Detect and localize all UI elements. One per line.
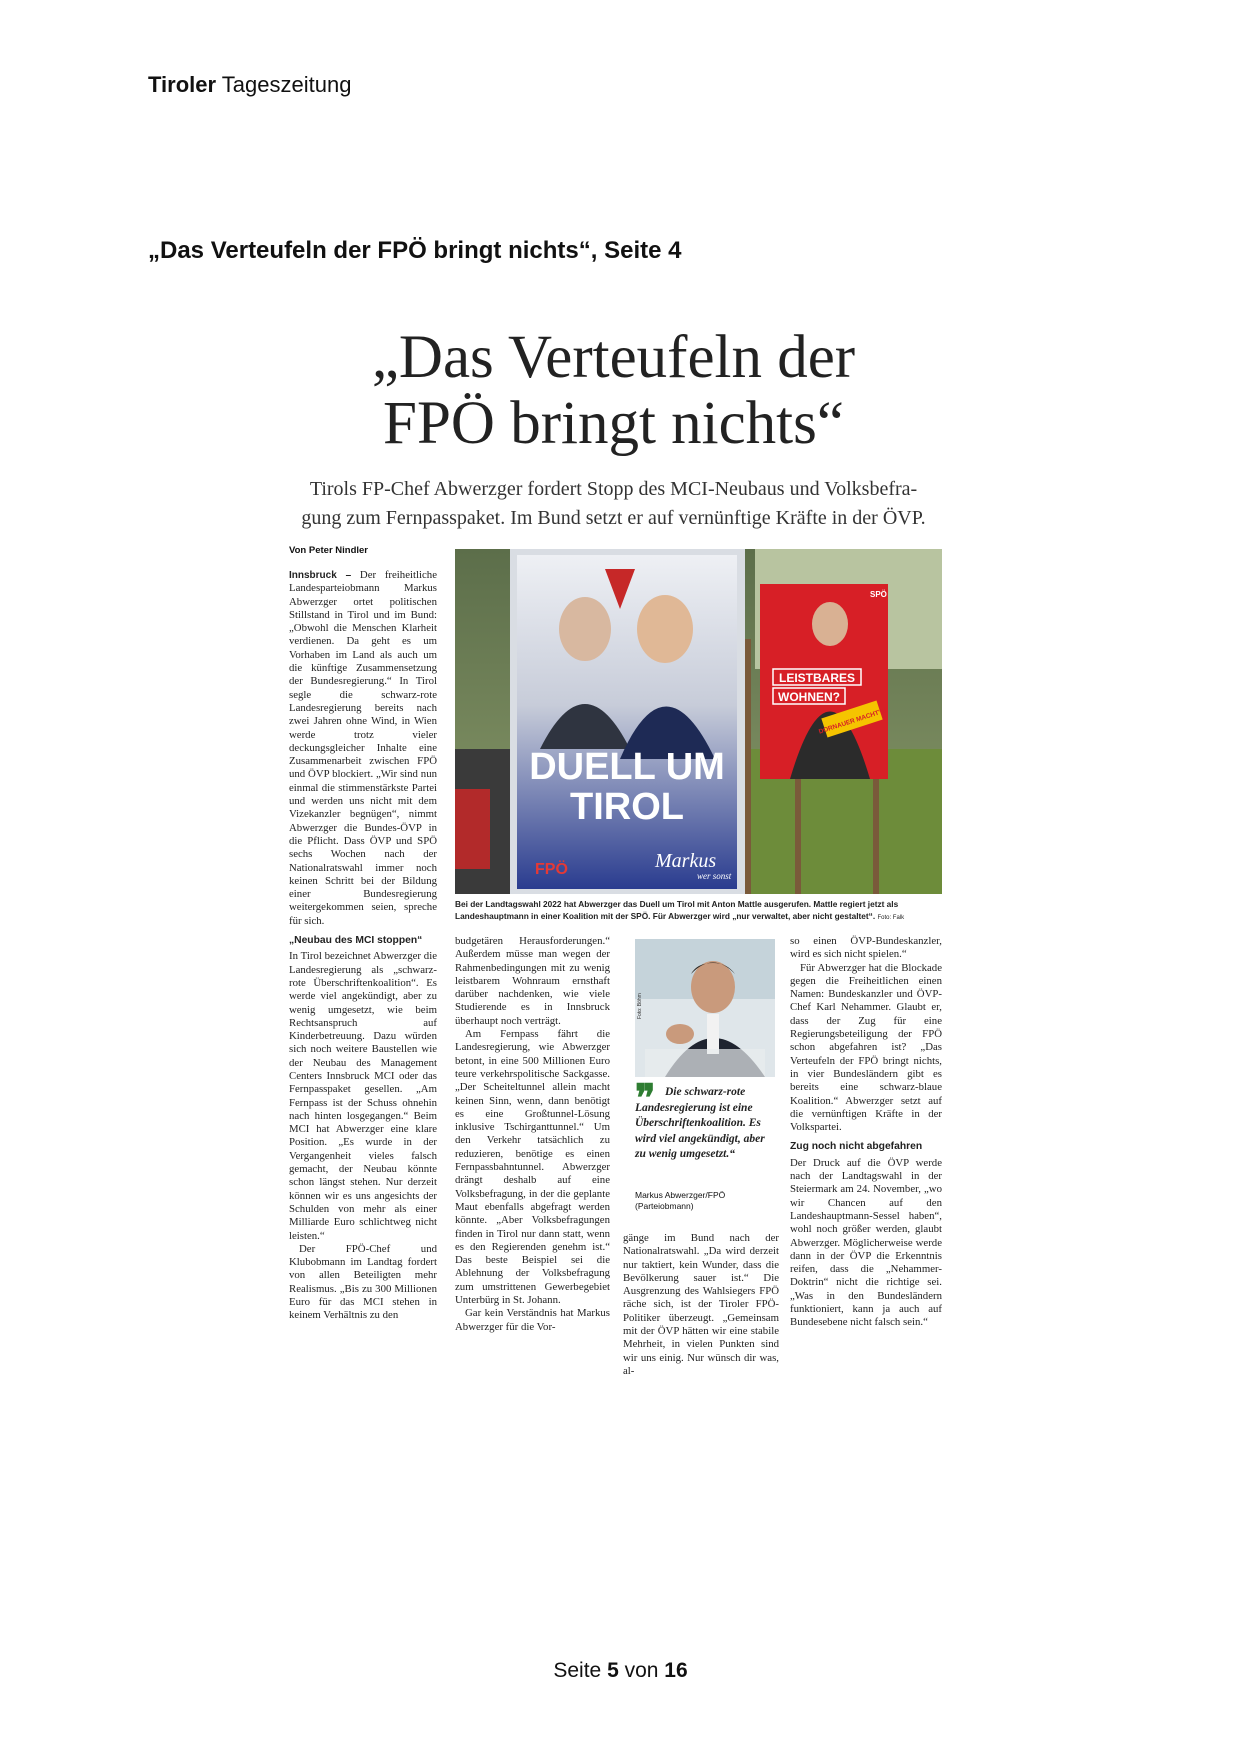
pull-quote-text: Die schwarz-rote Landesregierung ist eine Überschriftenkoalition. Es wird viel angekündigt, aber zu wenig umgesetzt.“ [635, 1086, 765, 1160]
spo-logo: SPÖ [870, 590, 887, 599]
total-page-count: 16 [664, 1659, 688, 1682]
paragraph: so einen ÖVP-Bundeskanzler, wird es sich nicht spielen.“ [790, 935, 942, 961]
newspaper-clipping [285, 320, 942, 1390]
portrait-credit: Foto: Böhm [637, 993, 643, 1019]
poster-signature-small: wer sonst [697, 871, 732, 881]
publication-name-rest: Tageszeitung [216, 72, 352, 97]
page-footer [0, 1659, 1241, 1683]
spo-poster-line-2: WOHNEN? [778, 690, 840, 704]
article-column-4 [790, 935, 942, 1385]
subheadline [285, 475, 942, 533]
section-heading: „Neubau des MCI stoppen“ [289, 935, 423, 947]
poster-text-2: TIROL [570, 786, 684, 828]
poster-signature: Markus [655, 850, 717, 872]
abwerzger-portrait-image [635, 939, 775, 1077]
paragraph [289, 569, 437, 928]
publication-name [148, 72, 351, 98]
photo-caption-text: Bei der Landtagswahl 2022 hat Abwerzger das Duell um Tirol mit Anton Mattle ausgerufen. Mattle regiert jetzt als Landeshauptmann in einer Koalition mit der SPÖ. Für Abwerzger wird „nur verwaltet, aber nicht gestaltet“. [455, 899, 899, 921]
spo-sticker: DORNAUER MACHT'S! [817, 707, 888, 736]
paragraph: Am Fernpass fährt die Landesregierung, wie Abwerzger betont, in eine 500 Millionen Euro teure verkehrspolitische Sackgasse. „Der Scheiteltunnel allein macht keinen Sinn, wenn, dann benötigt es eine Großtunnel-Lösung inklusive Tschirganttunnel.“ Um den Verkehr tatsächlich zu reduzieren, benötige es einen Fernpassbahntunnel. Abwerzger drängt deshalb auf eine Volksbefragung, in der die geplante Maut ebenfalls abgefragt werden könnte. „Aber Volksbefragungen finden in Tirol nur dann statt, wenn es den Regierenden genehm ist.“ Das beste Beispiel sei die Ablehnung der Volksbefragung zum umstrittenen Gewerbegebiet Unterbürg in St. Johann. [455, 1028, 610, 1307]
poster-party-logo: FPÖ [535, 861, 568, 878]
paragraph: Für Abwerzger hat die Blockade gegen die Freiheitlichen einen Namen: Bundeskanzler und ÖVP-Chef Karl Nehammer. Glaubt er, dass der Zug für eine Regierungsbeteiligung der FPÖ schon abgefahren ist? „Das Verteufeln der FPÖ bringt nichts, in vier Bundesländern gibt es bereits eine schwarz-blaue Koalition.“ Abwerzger setzt auf die vernünftigen Kräfte in der Volkspartei. [790, 961, 942, 1134]
paragraph: In Tirol bezeichnet Abwerzger die Landesregierung als „schwarz-rote Überschriftenkoalition“. Es werde viel angekündigt, aber zu wenig umgesetzt, wie beim Rechtsanspruch auf Kinderbetreuung. Dazu würden sich noch weitere Baustellen wie der Neubau des Management Centers Innsbruck MCI oder das Fernpasspaket gesellen. „Am Fernpass ist der Schuss ohnehin nach hinten losgegangen.“ Beim MCI hat Abwerzger eine klare Position. „Es wurde in der Vergangenheit vieles falsch gemacht, der Neubau könnte schon längst stehen. Nur derzeit können wir es uns angesichts der Schulden von mehr als einer Milliarde Euro schlichtweg nicht leisten.“ [289, 950, 437, 1242]
footer-prefix: Seite [553, 1659, 608, 1682]
photo-caption [455, 898, 942, 924]
article-reference: „Das Verteufeln der FPÖ bringt nichts“, Seite 4 [148, 237, 682, 264]
headline [285, 325, 942, 457]
subheadline-line-1: Tirols FP-Chef Abwerzger fordert Stopp des MCI-Neubaus und Volksbefra- [309, 478, 918, 500]
quote-mark-icon: ❞ [635, 1078, 656, 1120]
current-page-number: 5 [607, 1659, 619, 1682]
paragraph: gänge im Bund nach der Nationalratswahl. „Da wird derzeit nur taktiert, kein Wunder, dass die Bevölkerung sauer ist.“ Die Ausgrenzung des Wahlsiegers FPÖ räche sich, ist der Tiroler FPÖ-Politiker überzeugt. „Gemeinsam mit der ÖVP hätten wir eine stabile Mehrheit, in vielen Punkten sind wir uns einig. Nur wünsch dir was, al- [623, 1232, 779, 1377]
paragraph: Der Druck auf die ÖVP werde nach der Landtagswahl in der Steiermark am 24. November, „wo wir Chancen auf den Landeshauptmann-Sessel haben“, wohl noch größer werden, glaubt Abwerzger. Möglicherweise werde dann in der ÖVP die Erkenntnis reifen, dass die „Nehammer-Doktrin“ nicht die richtige sei. „Was in den Bundesländern funktioniert, kann ja auch auf Bundesebene nicht falsch sein.“ [790, 1156, 942, 1329]
headline-line-1: „Das Verteufeln der [371, 324, 856, 391]
paragraph-text: Der freiheitliche Landesparteiobmann Markus Abwerzger ortet politischen Stillstand in Tirol und im Bund: „Obwohl die Menschen Klarheit verdienen. Da geht es um Vorhaben im Land als auch um die künftige Zusammensetzung der Bundesregierung.“ In Tirol segle die schwarz-rote Landesregierung bereits nach zwei Jahren ohne Wind, in Wien werde trotz vieler deckungsgleicher Inhalte eine Zusammenarbeit zwischen FPÖ und ÖVP blockiert. „Wir sind nun einmal die stimmenstärkste Partei und werden uns nicht mit dem Vizekanzler begnügen“, nimmt Abwerzger die Bundes-ÖVP in die Pflicht. Dass ÖVP und SPÖ sechs Wochen nach der Nationalratswahl immer noch keinen Schritt bei der Bildung einer Bundesregierung weitergekommen seien, spreche für sich. [289, 569, 437, 927]
article-column-1 [289, 569, 437, 1384]
photo-credit: Foto: Falk [877, 915, 905, 921]
publication-name-bold: Tiroler [148, 72, 217, 97]
headline-line-2: FPÖ bringt nichts“ [383, 390, 844, 457]
article-photo [455, 549, 942, 894]
section-heading: Zug noch nicht abgefahren [790, 1141, 923, 1153]
footer-separator: von [618, 1659, 665, 1682]
article-column-3 [623, 1232, 779, 1385]
paragraph: budgetären Herausforderungen.“ Außerdem müsse man wegen der Rahmenbedingungen mit zu wenig leistbarem Wohnraum ernsthaft darüber nachdenken, wie viele Studierende es in Innsbruck überhaupt noch verträgt. [455, 935, 610, 1027]
poster-text-1: DUELL UM [529, 746, 725, 788]
pull-quote [635, 1078, 777, 1163]
subheadline-line-2: gung zum Fernpasspaket. Im Bund setzt er auf vernünftige Kräfte in der ÖVP. [301, 507, 926, 529]
paragraph: Gar kein Verständnis hat Markus Abwerzger für die Vor- [455, 1307, 610, 1333]
paragraph: Der FPÖ-Chef und Klubobmann im Landtag fordert von allen Beteiligten mehr Realismus. „Bis zu 300 Millionen Euro für das MCI stehen in keinem Verhältnis zu den [289, 1242, 437, 1322]
quote-source-name: Markus Abwerzger/FPÖ [635, 1190, 726, 1200]
byline: Von Peter Nindler [289, 545, 369, 556]
quote-source-role: (Parteiobmann) [635, 1201, 694, 1211]
quote-source [635, 1190, 725, 1212]
campaign-posters-image [455, 549, 942, 894]
article-column-2 [455, 935, 610, 1385]
portrait-photo [635, 939, 775, 1077]
dateline: Innsbruck – [289, 570, 352, 581]
spo-poster-line-1: LEISTBARES [778, 671, 856, 685]
